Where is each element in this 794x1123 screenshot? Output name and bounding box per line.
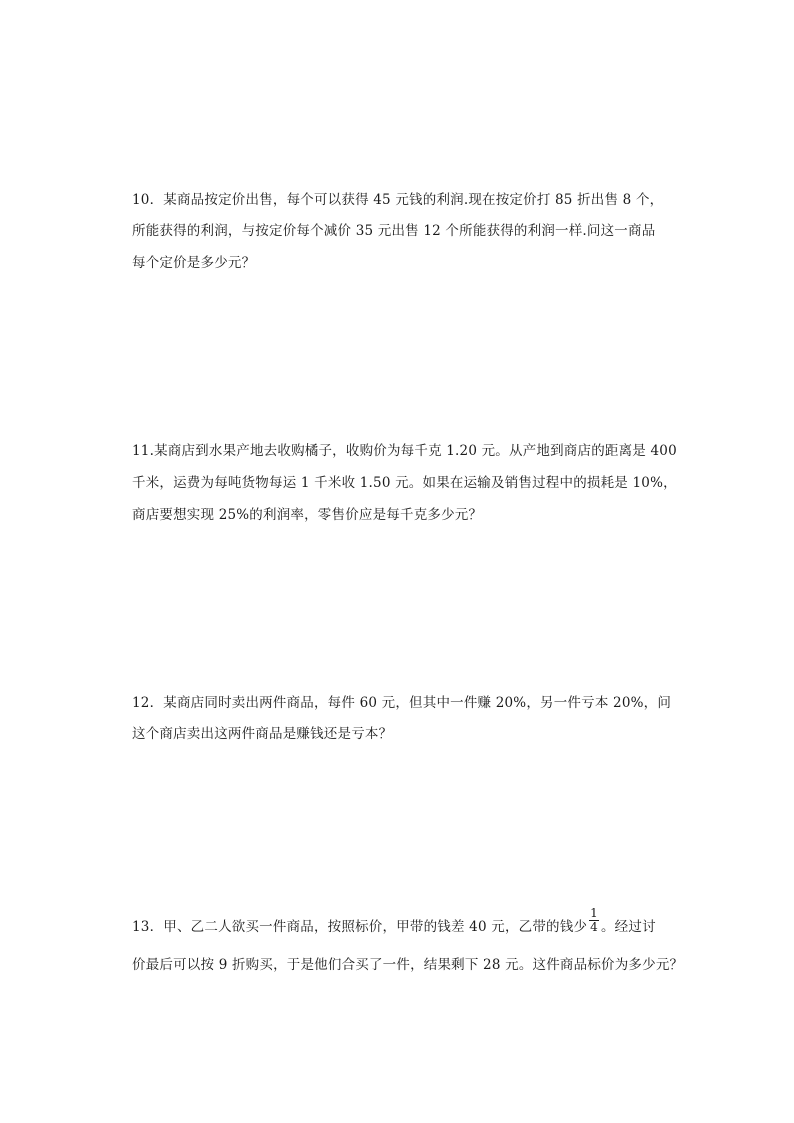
problem-10-line-1: 10．某商品按定价出售，每个可以获得 45 元钱的利润.现在按定价打 85 折出售 8 个， xyxy=(132,192,664,208)
problem-11-line-3: 商店要想实现 25%的利润率，零售价应是每千克多少元？ xyxy=(132,507,483,523)
problem-10-line-3: 每个定价是多少元？ xyxy=(132,255,256,271)
problem-13-line-2: 价最后可以按 9 折购买，于是他们合买了一件，结果剩下 28 元。这件商品标价为多少元？ xyxy=(132,957,684,973)
problem-13-line-1 xyxy=(132,906,656,936)
problem-12-line-1: 12．某商店同时卖出两件商品，每件 60 元，但其中一件赚 20%，另一件亏本 20%，问 xyxy=(132,695,672,711)
fraction-one-quarter xyxy=(589,907,599,934)
problem-13-line-1-text-after: 。经过讨 xyxy=(600,919,656,935)
problem-12-line-2: 这个商店卖出这两件商品是赚钱还是亏本？ xyxy=(132,726,393,742)
fraction-denominator: 4 xyxy=(590,920,598,934)
problem-10-line-2: 所能获得的利润，与按定价每个减价 35 元出售 12 个所能获得的利润一样.问这一商品 xyxy=(132,223,656,239)
fraction-numerator: 1 xyxy=(590,906,598,920)
problem-13-line-1-text-before: 13．甲、乙二人欲买一件商品，按照标价，甲带的钱差 40 元，乙带的钱少 xyxy=(132,919,588,935)
problem-11-line-1: 11.某商店到水果产地去收购橘子，收购价为每千克 1.20 元。从产地到商店的距离是 400 xyxy=(132,443,677,459)
problem-11-line-2: 千米，运费为每吨货物每运 1 千米收 1.50 元。如果在运输及销售过程中的损耗是 10%， xyxy=(132,475,677,491)
